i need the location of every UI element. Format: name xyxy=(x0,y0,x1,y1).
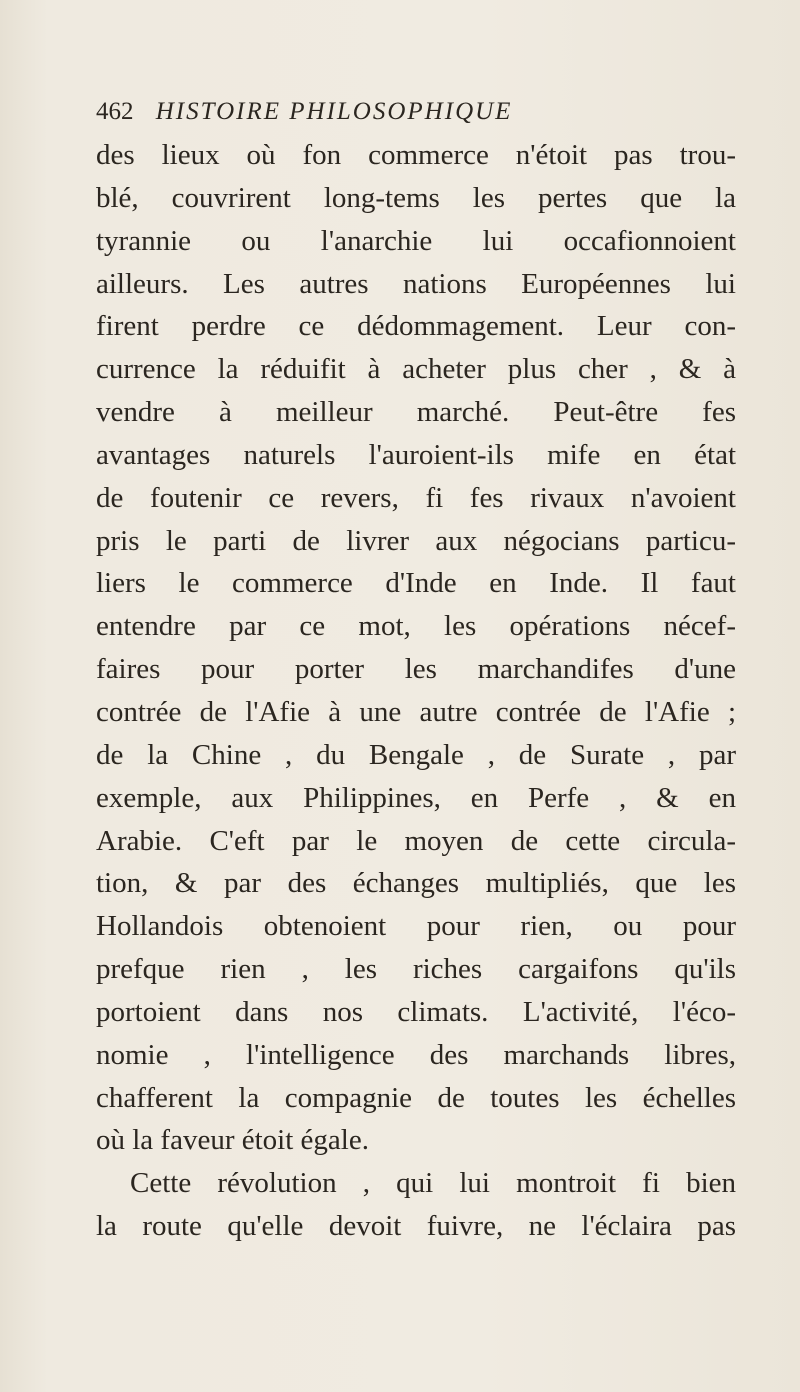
text-line: portoient dans nos climats. L'activité, l'éco- xyxy=(96,995,736,1028)
text-line: currence la réduifit à acheter plus cher , & à xyxy=(96,353,736,386)
text-line: avantages naturels l'auroient-ils mife en état xyxy=(96,438,736,471)
text-line: entendre par ce mot, les opérations nécef- xyxy=(96,610,736,643)
text-line: où la faveur étoit égale. xyxy=(96,1124,369,1157)
running-head xyxy=(96,92,716,132)
text-line: tyrannie ou l'anarchie lui occafionnoient xyxy=(96,224,736,257)
text-line: ailleurs. Les autres nations Européennes lui xyxy=(96,267,736,300)
text-line: blé, couvrirent long-tems les pertes que la xyxy=(96,181,736,214)
text-line: Cette révolution , qui lui montroit fi bien xyxy=(130,1167,736,1200)
text-line: chafferent la compagnie de toutes les échelles xyxy=(96,1081,736,1114)
text-line: contrée de l'Afie à une autre contrée de l'Afie ; xyxy=(96,695,736,728)
text-line: firent perdre ce dédommagement. Leur con- xyxy=(96,310,736,343)
text-line: exemple, aux Philippines, en Perfe , & en xyxy=(96,781,736,814)
text-line: nomie , l'intelligence des marchands libres, xyxy=(96,1038,736,1071)
text-line: de foutenir ce revers, fi fes rivaux n'avoient xyxy=(96,481,736,514)
page-number: 462 xyxy=(96,98,134,125)
text-line: vendre à meilleur marché. Peut-être fes xyxy=(96,396,736,429)
text-line: Arabie. C'eft par le moyen de cette circula- xyxy=(96,824,736,857)
text-line: Hollandois obtenoient pour rien, ou pour xyxy=(96,910,736,943)
text-line: tion, & par des échanges multipliés, que les xyxy=(96,867,736,900)
running-title: HISTOIRE PHILOSOPHIQUE xyxy=(155,98,513,125)
text-line: des lieux où fon commerce n'étoit pas trou- xyxy=(96,139,736,171)
text-line: liers le commerce d'Inde en Inde. Il faut xyxy=(96,567,736,600)
text-line: faires pour porter les marchandifes d'une xyxy=(96,653,736,686)
text-line: de la Chine , du Bengale , de Surate , par xyxy=(96,738,736,771)
text-line: prefque rien , les riches cargaifons qu'ils xyxy=(96,953,736,986)
body-text xyxy=(96,134,736,1248)
text-line: pris le parti de livrer aux négocians particu- xyxy=(96,524,736,557)
text-line: la route qu'elle devoit fuivre, ne l'éclaira pas xyxy=(96,1210,736,1243)
